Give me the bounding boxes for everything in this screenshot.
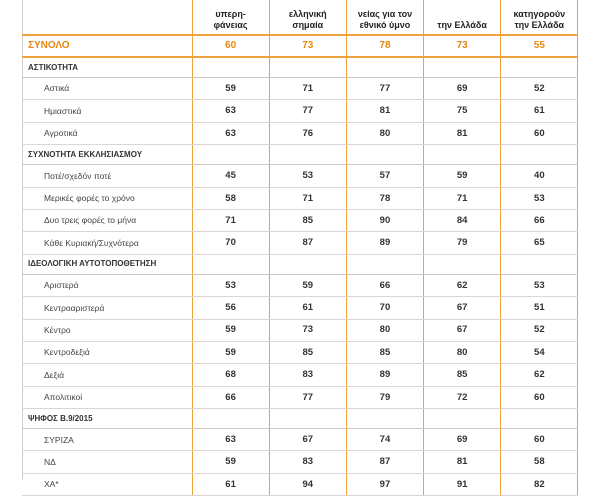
row-value: 67: [424, 297, 501, 319]
section-title: ΣΥΧΝΟΤΗΤΑ ΕΚΚΛΗΣΙΑΣΜΟΥ: [22, 145, 192, 165]
row-value: 52: [501, 78, 578, 100]
row-value: 74: [346, 429, 423, 451]
row-value: 81: [424, 451, 501, 473]
row-value: 71: [192, 209, 269, 231]
total-label: ΣΥΝΟΛΟ: [22, 35, 192, 57]
table-row: [22, 100, 578, 122]
row-value: 54: [501, 341, 578, 363]
row-value: 52: [501, 319, 578, 341]
table-row: [22, 451, 578, 473]
row-label: Κάθε Κυριακή/Συχνότερα: [22, 232, 192, 254]
section-empty-cell: [424, 254, 501, 274]
total-value: 73: [424, 35, 501, 57]
row-value: 69: [424, 429, 501, 451]
section-empty-cell: [501, 254, 578, 274]
row-value: 62: [424, 274, 501, 296]
table-body: [22, 35, 578, 496]
row-value: 77: [269, 100, 346, 122]
row-label: Ποτέ/σχεδόν ποτέ: [22, 165, 192, 187]
section-empty-cell: [424, 409, 501, 429]
row-value: 60: [501, 429, 578, 451]
row-value: 82: [501, 473, 578, 495]
row-label: ΣΥΡΙΖΑ: [22, 429, 192, 451]
section-header-row: [22, 254, 578, 274]
table-row: [22, 473, 578, 495]
row-value: 91: [424, 473, 501, 495]
row-value: 53: [269, 165, 346, 187]
header-blank: [22, 0, 192, 35]
total-value: 78: [346, 35, 423, 57]
row-label: Απολιτικοί: [22, 386, 192, 408]
row-value: 66: [192, 386, 269, 408]
row-value: 59: [192, 341, 269, 363]
row-label: Αστικά: [22, 78, 192, 100]
header-col-5-text: την Ελλάδα: [514, 19, 565, 30]
row-value: 61: [501, 100, 578, 122]
section-empty-cell: [192, 145, 269, 165]
row-value: 85: [269, 341, 346, 363]
section-empty-cell: [192, 254, 269, 274]
table-row: [22, 429, 578, 451]
total-row: [22, 35, 578, 57]
table-header: [22, 0, 578, 35]
row-label: Μερικές φορές το χρόνο: [22, 187, 192, 209]
row-value: 59: [269, 274, 346, 296]
row-value: 83: [269, 451, 346, 473]
row-value: 62: [501, 364, 578, 386]
row-label: Κέντρο: [22, 319, 192, 341]
header-col-3: [346, 0, 423, 35]
row-value: 76: [269, 122, 346, 144]
row-value: 72: [424, 386, 501, 408]
row-value: 80: [346, 319, 423, 341]
row-value: 73: [269, 319, 346, 341]
table-row: [22, 319, 578, 341]
header-col-4-text: την Ελλάδα: [437, 19, 487, 30]
section-empty-cell: [269, 254, 346, 274]
total-value: 55: [501, 35, 578, 57]
row-value: 78: [346, 187, 423, 209]
row-value: 85: [424, 364, 501, 386]
row-value: 59: [424, 165, 501, 187]
row-value: 89: [346, 364, 423, 386]
row-label: Ημιαστικά: [22, 100, 192, 122]
section-empty-cell: [424, 57, 501, 78]
header-col-2: [269, 0, 346, 35]
row-value: 90: [346, 209, 423, 231]
row-value: 84: [424, 209, 501, 231]
section-empty-cell: [346, 145, 423, 165]
row-value: 65: [501, 232, 578, 254]
row-value: 63: [192, 429, 269, 451]
row-value: 89: [346, 232, 423, 254]
row-label: Κεντροδεξιά: [22, 341, 192, 363]
table-row: [22, 165, 578, 187]
row-value: 53: [501, 274, 578, 296]
row-value: 56: [192, 297, 269, 319]
section-empty-cell: [501, 57, 578, 78]
row-value: 60: [501, 122, 578, 144]
row-value: 61: [192, 473, 269, 495]
row-label: Δυο τρεις φορές το μήνα: [22, 209, 192, 231]
row-label: Κεντροαριστερά: [22, 297, 192, 319]
survey-table-container: [22, 0, 578, 496]
section-header-row: [22, 409, 578, 429]
row-value: 83: [269, 364, 346, 386]
row-label: Αριστερά: [22, 274, 192, 296]
row-value: 94: [269, 473, 346, 495]
table-row: [22, 209, 578, 231]
row-value: 58: [501, 451, 578, 473]
header-col-1: [192, 0, 269, 35]
section-header-row: [22, 145, 578, 165]
row-value: 60: [501, 386, 578, 408]
total-value: 60: [192, 35, 269, 57]
row-value: 67: [424, 319, 501, 341]
section-empty-cell: [346, 409, 423, 429]
row-value: 71: [269, 78, 346, 100]
row-value: 51: [501, 297, 578, 319]
row-value: 81: [346, 100, 423, 122]
row-value: 58: [192, 187, 269, 209]
header-col-5-top: κατηγορούν: [513, 9, 566, 20]
row-value: 71: [269, 187, 346, 209]
row-value: 81: [424, 122, 501, 144]
section-empty-cell: [424, 145, 501, 165]
section-empty-cell: [346, 254, 423, 274]
section-empty-cell: [501, 409, 578, 429]
row-value: 40: [501, 165, 578, 187]
section-empty-cell: [269, 145, 346, 165]
row-value: 77: [269, 386, 346, 408]
row-value: 79: [346, 386, 423, 408]
row-value: 59: [192, 319, 269, 341]
header-col-5: [501, 0, 578, 35]
row-label: Αγροτικά: [22, 122, 192, 144]
row-value: 70: [346, 297, 423, 319]
row-value: 87: [269, 232, 346, 254]
row-value: 67: [269, 429, 346, 451]
row-value: 80: [424, 341, 501, 363]
row-value: 80: [346, 122, 423, 144]
row-value: 66: [346, 274, 423, 296]
row-value: 70: [192, 232, 269, 254]
row-value: 87: [346, 451, 423, 473]
row-value: 63: [192, 100, 269, 122]
total-value: 73: [269, 35, 346, 57]
row-value: 71: [424, 187, 501, 209]
row-value: 61: [269, 297, 346, 319]
row-value: 97: [346, 473, 423, 495]
section-empty-cell: [192, 57, 269, 78]
row-label: ΝΔ: [22, 451, 192, 473]
row-value: 53: [192, 274, 269, 296]
header-col-2-text: ελληνική σημαία: [288, 9, 327, 30]
header-col-4: [424, 0, 501, 35]
section-empty-cell: [501, 145, 578, 165]
survey-table: [22, 0, 578, 496]
row-value: 53: [501, 187, 578, 209]
section-title: ΙΔΕΟΛΟΓΙΚΗ ΑΥΤΟΤΟΠΟΘΕΤΗΣΗ: [22, 254, 192, 274]
row-value: 79: [424, 232, 501, 254]
row-value: 75: [424, 100, 501, 122]
row-value: 59: [192, 451, 269, 473]
section-empty-cell: [192, 409, 269, 429]
table-row: [22, 341, 578, 363]
section-header-row: [22, 57, 578, 78]
table-row: [22, 232, 578, 254]
row-value: 85: [346, 341, 423, 363]
row-value: 59: [192, 78, 269, 100]
table-row: [22, 297, 578, 319]
row-value: 69: [424, 78, 501, 100]
table-row: [22, 274, 578, 296]
row-value: 77: [346, 78, 423, 100]
row-label: Δεξιά: [22, 364, 192, 386]
header-col-3-text: νείας για τον εθνικό ύμνο: [357, 9, 413, 30]
table-row: [22, 187, 578, 209]
row-value: 45: [192, 165, 269, 187]
row-value: 85: [269, 209, 346, 231]
row-value: 68: [192, 364, 269, 386]
header-col-1-text: υπερη- φάνειας: [213, 9, 248, 30]
section-title: ΑΣΤΙΚΟΤΗΤΑ: [22, 57, 192, 78]
row-value: 57: [346, 165, 423, 187]
table-row: [22, 386, 578, 408]
row-label: ΧΑ*: [22, 473, 192, 495]
row-value: 63: [192, 122, 269, 144]
section-title: ΨΗΦΟΣ Β.9/2015: [22, 409, 192, 429]
table-row: [22, 122, 578, 144]
section-empty-cell: [269, 409, 346, 429]
section-empty-cell: [269, 57, 346, 78]
section-empty-cell: [346, 57, 423, 78]
row-value: 66: [501, 209, 578, 231]
table-row: [22, 364, 578, 386]
table-row: [22, 78, 578, 100]
